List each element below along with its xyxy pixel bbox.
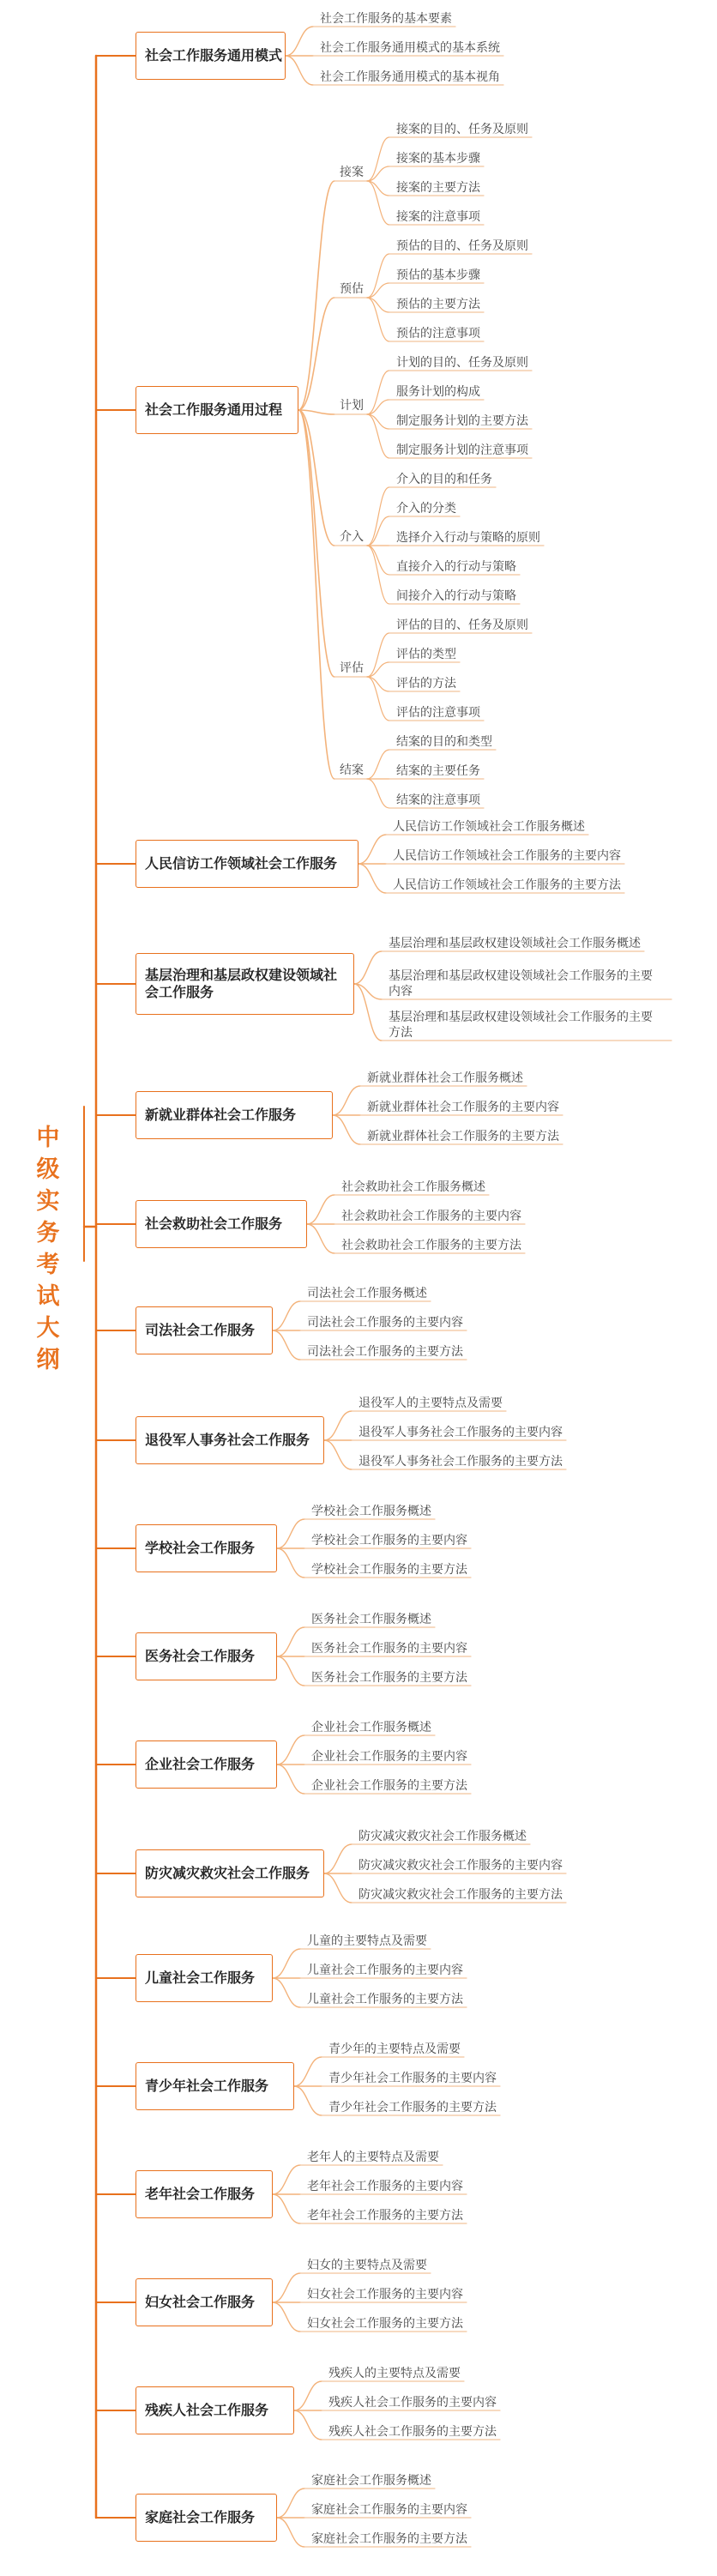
topic-node: 退役军人事务社会工作服务 [136, 1416, 324, 1464]
leaf-node: 社会救助社会工作服务概述 [341, 1180, 485, 1194]
leaf-node: 青少年社会工作服务的主要方法 [328, 2101, 497, 2114]
topic-node: 儿童社会工作服务 [136, 1954, 273, 2002]
leaf-node: 服务计划的构成 [396, 385, 480, 399]
leaf-branch [277, 1765, 304, 1794]
leaf-branch [273, 2273, 300, 2302]
leaf-branch [294, 2057, 322, 2086]
leaf-node: 医务社会工作服务的主要内容 [311, 1642, 467, 1656]
leaf-node: 老年人的主要特点及需要 [307, 2151, 439, 2164]
leaf-node: 老年社会工作服务的主要内容 [307, 2180, 463, 2193]
leaf-node: 计划的目的、任务及原则 [396, 356, 528, 370]
leaf-branch [273, 1301, 300, 1330]
topic-node: 企业社会工作服务 [136, 1740, 277, 1789]
leaf-node: 评估的方法 [396, 677, 456, 691]
leaf-node: 评估的注意事项 [396, 706, 480, 720]
stage-node: 接案 [340, 166, 364, 179]
leaf-node: 评估的目的、任务及原则 [396, 618, 528, 632]
leaf-node: 司法社会工作服务的主要内容 [307, 1316, 463, 1330]
stage-branch [298, 410, 334, 546]
topic-node: 家庭社会工作服务 [136, 2494, 277, 2542]
leaf-node: 青少年社会工作服务的主要内容 [328, 2072, 497, 2085]
topic-node: 青少年社会工作服务 [136, 2062, 294, 2110]
leaf-node: 老年社会工作服务的主要方法 [307, 2209, 463, 2223]
leaf-node: 接案的主要方法 [396, 181, 480, 195]
leaf-node: 司法社会工作服务概述 [307, 1287, 427, 1300]
root-node: 中 级 实 务 考 试 大 纲 [36, 1125, 60, 1373]
leaf-node: 基层治理和基层政权建设领域社会工作服务的主要内容 [389, 969, 653, 998]
leaf-node: 退役军人事务社会工作服务的主要方法 [358, 1455, 563, 1469]
leaf-node: 退役军人的主要特点及需要 [358, 1397, 503, 1410]
leaf-branch [358, 835, 386, 864]
leaf-branch [273, 1949, 300, 1978]
leaf-branch [277, 2518, 304, 2547]
leaf-branch [294, 2410, 322, 2440]
stage-branch [298, 298, 334, 410]
leaf-branch [324, 1440, 352, 1469]
leaf-node: 防灾减灾救灾社会工作服务的主要方法 [358, 1888, 563, 1902]
leaf-node: 妇女社会工作服务的主要方法 [307, 2317, 463, 2331]
leaf-branch [277, 1548, 304, 1578]
leaf-node: 妇女的主要特点及需要 [307, 2259, 427, 2272]
leaf-branch [277, 1735, 304, 1765]
topic-node: 学校社会工作服务 [136, 1524, 277, 1572]
leaf-branch [273, 2165, 300, 2194]
topic-node: 医务社会工作服务 [136, 1632, 277, 1680]
leaf-branch [286, 56, 313, 85]
stage-branch [298, 410, 334, 779]
leaf-node: 直接介入的行动与策略 [396, 560, 516, 574]
leaf-node: 人民信访工作领域社会工作服务概述 [393, 820, 585, 834]
topic-node: 司法社会工作服务 [136, 1306, 273, 1354]
stage-node: 评估 [340, 661, 364, 675]
leaf-node: 社会工作服务通用模式的基本视角 [320, 70, 500, 84]
leaf-node: 接案的目的、任务及原则 [396, 123, 528, 136]
leaf-branch [324, 1411, 352, 1440]
leaf-node: 企业社会工作服务的主要方法 [311, 1779, 467, 1793]
leaf-branch [273, 2194, 300, 2223]
leaf-node: 预估的目的、任务及原则 [396, 239, 528, 253]
leaf-node: 学校社会工作服务的主要方法 [311, 1563, 467, 1577]
topic-node: 妇女社会工作服务 [136, 2278, 273, 2326]
stage-branch [298, 410, 334, 677]
topic-node: 基层治理和基层政权建设领域社会工作服务 [136, 953, 354, 1015]
leaf-node: 间接介入的行动与策略 [396, 589, 516, 603]
leaf-branch [367, 487, 389, 546]
stage-branch [298, 181, 334, 410]
leaf-node: 家庭社会工作服务的主要方法 [311, 2532, 467, 2546]
topic-node: 社会工作服务通用过程 [136, 386, 298, 434]
leaf-branch [273, 1330, 300, 1360]
topic-node: 新就业群体社会工作服务 [136, 1091, 333, 1139]
leaf-node: 介入的目的和任务 [396, 473, 492, 486]
leaf-node: 残疾人的主要特点及需要 [328, 2367, 461, 2380]
leaf-branch [277, 1627, 304, 1656]
leaf-node: 学校社会工作服务概述 [311, 1505, 431, 1518]
leaf-node: 医务社会工作服务的主要方法 [311, 1671, 467, 1685]
leaf-node: 接案的基本步骤 [396, 152, 480, 166]
leaf-branch [307, 1195, 334, 1224]
leaf-node: 企业社会工作服务的主要内容 [311, 1750, 467, 1764]
leaf-branch [294, 2381, 322, 2410]
leaf-node: 退役军人事务社会工作服务的主要内容 [358, 1426, 563, 1439]
leaf-node: 社会工作服务通用模式的基本系统 [320, 41, 500, 55]
leaf-node: 结案的注意事项 [396, 793, 480, 807]
leaf-branch [277, 1656, 304, 1686]
leaf-node: 制定服务计划的注意事项 [396, 443, 528, 457]
leaf-branch [358, 864, 386, 893]
leaf-branch [273, 2302, 300, 2332]
leaf-node: 预估的注意事项 [396, 327, 480, 341]
leaf-branch [277, 1519, 304, 1548]
leaf-branch [277, 2489, 304, 2518]
leaf-node: 选择介入行动与策略的原则 [396, 531, 540, 545]
topic-node: 老年社会工作服务 [136, 2170, 273, 2218]
stage-node: 计划 [340, 399, 364, 413]
topic-node: 防灾减灾救灾社会工作服务 [136, 1849, 324, 1897]
topic-node: 社会工作服务通用模式 [136, 32, 286, 80]
leaf-node: 基层治理和基层政权建设领域社会工作服务的主要方法 [389, 1010, 653, 1040]
leaf-node: 妇女社会工作服务的主要内容 [307, 2288, 463, 2302]
leaf-branch [324, 1844, 352, 1873]
leaf-branch [367, 546, 389, 604]
leaf-node: 学校社会工作服务的主要内容 [311, 1534, 467, 1547]
leaf-branch [367, 750, 389, 779]
leaf-node: 家庭社会工作服务的主要内容 [311, 2503, 467, 2517]
stage-node: 预估 [340, 282, 364, 296]
leaf-node: 儿童社会工作服务的主要内容 [307, 1964, 463, 1977]
leaf-branch [286, 27, 313, 56]
leaf-node: 制定服务计划的主要方法 [396, 414, 528, 428]
leaf-branch [367, 516, 389, 546]
leaf-node: 儿童的主要特点及需要 [307, 1934, 427, 1948]
leaf-node: 企业社会工作服务概述 [311, 1721, 431, 1734]
leaf-node: 人民信访工作领域社会工作服务的主要方法 [393, 878, 621, 892]
stage-node: 介入 [340, 530, 364, 544]
leaf-node: 残疾人社会工作服务的主要方法 [328, 2425, 497, 2439]
leaf-node: 残疾人社会工作服务的主要内容 [328, 2396, 497, 2410]
leaf-node: 防灾减灾救灾社会工作服务的主要内容 [358, 1859, 563, 1873]
leaf-node: 评估的类型 [396, 648, 456, 661]
leaf-node: 儿童社会工作服务的主要方法 [307, 1993, 463, 2006]
topic-node: 残疾人社会工作服务 [136, 2386, 294, 2434]
topic-node: 人民信访工作领域社会工作服务 [136, 840, 358, 888]
leaf-node: 结案的主要任务 [396, 764, 480, 778]
leaf-branch [324, 1873, 352, 1903]
stage-node: 结案 [340, 763, 364, 777]
leaf-branch [333, 1115, 360, 1144]
leaf-node: 新就业群体社会工作服务的主要方法 [367, 1130, 559, 1143]
leaf-node: 预估的主要方法 [396, 298, 480, 311]
leaf-branch [294, 2086, 322, 2115]
leaf-node: 接案的注意事项 [396, 210, 480, 224]
leaf-node: 介入的分类 [396, 502, 456, 516]
leaf-node: 新就业群体社会工作服务的主要内容 [367, 1101, 559, 1114]
leaf-branch [367, 546, 389, 575]
leaf-node: 结案的目的和类型 [396, 735, 492, 749]
leaf-node: 家庭社会工作服务概述 [311, 2474, 431, 2488]
leaf-node: 基层治理和基层政权建设领域社会工作服务概述 [389, 937, 641, 950]
leaf-node: 社会救助社会工作服务的主要方法 [341, 1239, 521, 1252]
leaf-branch [354, 951, 382, 984]
leaf-node: 社会救助社会工作服务的主要内容 [341, 1210, 521, 1223]
leaf-node: 青少年的主要特点及需要 [328, 2042, 461, 2056]
leaf-branch [367, 779, 389, 808]
leaf-node: 社会工作服务的基本要素 [320, 12, 452, 26]
leaf-node: 新就业群体社会工作服务概述 [367, 1071, 523, 1085]
leaf-node: 防灾减灾救灾社会工作服务概述 [358, 1830, 527, 1843]
leaf-node: 人民信访工作领域社会工作服务的主要内容 [393, 849, 621, 863]
topic-node: 社会救助社会工作服务 [136, 1200, 307, 1248]
leaf-node: 司法社会工作服务的主要方法 [307, 1345, 463, 1359]
leaf-node: 医务社会工作服务概述 [311, 1613, 431, 1626]
leaf-branch [307, 1224, 334, 1253]
leaf-branch [273, 1978, 300, 2007]
leaf-branch [333, 1086, 360, 1115]
leaf-node: 预估的基本步骤 [396, 268, 480, 282]
